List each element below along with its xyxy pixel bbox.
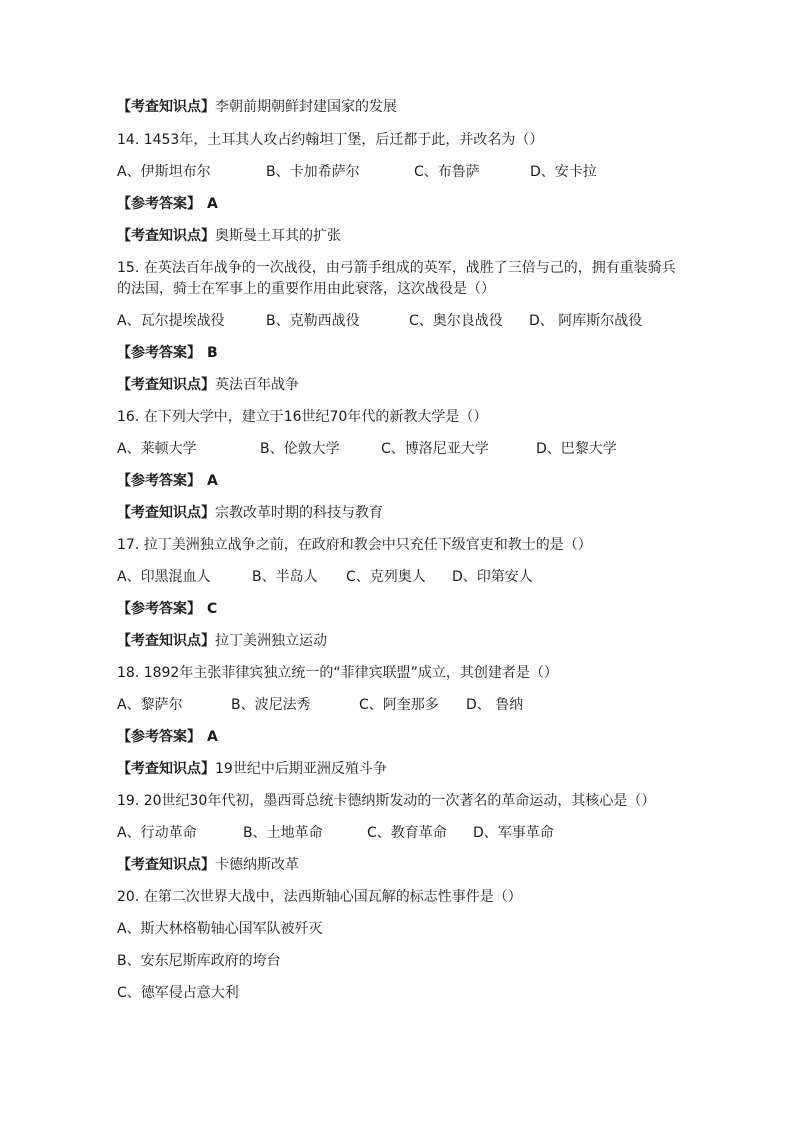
answer-option: C、克列奥人: [346, 569, 426, 585]
knowledge-point-text: 19世纪中后期亚洲反殖斗争: [215, 761, 387, 777]
answer-option: C、布鲁萨: [414, 164, 480, 180]
answer-option: B、波尼法秀: [231, 697, 311, 713]
question-text: 14. 1453年，土耳其人攻占约翰坦丁堡，后迁都于此，并改名为（）: [117, 132, 544, 148]
answer-option: D、安卡拉: [530, 164, 597, 180]
section-label: 【考查知识点】: [117, 857, 215, 873]
knowledge-point: [117, 856, 299, 874]
question-text: 15. 在英法百年战争的一次战役，由弓箭手组成的英军，战胜了三倍与己的，拥有重装骑兵: [117, 260, 676, 276]
question-text: C、德军侵占意大利: [117, 985, 239, 1001]
answer-text: B: [207, 345, 218, 361]
section-label: 【考查知识点】: [117, 633, 215, 649]
section-label: 【参考答案】: [117, 601, 201, 617]
answer-option: A、黎萨尔: [117, 697, 183, 713]
knowledge-point-text: 宗教改革时期的科技与教育: [215, 505, 383, 521]
knowledge-point: [117, 504, 383, 522]
question-text: 16. 在下列大学中，建立于16世纪70年代的新教大学是（）: [117, 409, 488, 425]
reference-answer: [117, 472, 218, 490]
answer-option: D、印第安人: [452, 569, 533, 585]
knowledge-point: [117, 227, 341, 245]
answer-option: B、半岛人: [252, 569, 318, 585]
answer-option: A、瓦尔提埃战役: [117, 313, 225, 329]
reference-answer: [117, 728, 218, 746]
answer-text: A: [207, 196, 218, 212]
answer-option: C、教育革命: [367, 825, 447, 841]
section-label: 【考查知识点】: [117, 505, 215, 521]
answer-option: A、伊斯坦布尔: [117, 164, 211, 180]
answer-text: A: [207, 473, 218, 489]
answer-option: A、行动革命: [117, 825, 197, 841]
answer-text: A: [207, 729, 218, 745]
knowledge-point-text: 李朝前期朝鲜封建国家的发展: [215, 99, 397, 115]
question-text: 的法国，骑士在军事上的重要作用由此衰落，这次战役是（）: [117, 281, 495, 297]
section-label: 【考查知识点】: [117, 377, 215, 393]
question-text: A、斯大林格勒轴心国军队被歼灭: [117, 921, 323, 937]
question-text: 17. 拉丁美洲独立战争之前，在政府和教会中只充任下级官吏和教士的是（）: [117, 537, 592, 553]
section-label: 【考查知识点】: [117, 99, 215, 115]
section-label: 【参考答案】: [117, 345, 201, 361]
answer-text: C: [207, 601, 218, 617]
section-label: 【参考答案】: [117, 473, 201, 489]
reference-answer: [117, 344, 218, 362]
answer-option: D、巴黎大学: [536, 441, 617, 457]
knowledge-point: [117, 632, 327, 650]
answer-option: C、博洛尼亚大学: [381, 441, 489, 457]
answer-option: C、阿奎那多: [359, 697, 439, 713]
knowledge-point: [117, 376, 299, 394]
knowledge-point-text: 英法百年战争: [215, 377, 299, 393]
question-text: 18. 1892年主张菲律宾独立统一的“菲律宾联盟”成立，其创建者是（）: [117, 665, 558, 681]
knowledge-point-text: 拉丁美洲独立运动: [215, 633, 327, 649]
section-label: 【考查知识点】: [117, 761, 215, 777]
answer-option: D、 鲁纳: [466, 697, 524, 713]
question-text: 20. 在第二次世界大战中，法西斯轴心国瓦解的标志性事件是（）: [117, 889, 522, 905]
question-text: B、安东尼斯库政府的垮台: [117, 953, 281, 969]
answer-option: C、奥尔良战役: [409, 313, 503, 329]
reference-answer: [117, 600, 217, 618]
reference-answer: [117, 195, 218, 213]
question-text: 19. 20世纪30年代初，墨西哥总统卡德纳斯发动的一次著名的革命运动，其核心是（）: [117, 793, 656, 809]
answer-option: D、 阿库斯尔战役: [529, 313, 643, 329]
answer-option: B、克勒西战役: [266, 313, 360, 329]
knowledge-point: [117, 760, 387, 778]
knowledge-point: [117, 98, 397, 116]
knowledge-point-text: 奥斯曼土耳其的扩张: [215, 228, 341, 244]
section-label: 【参考答案】: [117, 196, 201, 212]
section-label: 【考查知识点】: [117, 228, 215, 244]
answer-option: B、土地革命: [243, 825, 323, 841]
section-label: 【参考答案】: [117, 729, 201, 745]
answer-option: B、伦敦大学: [260, 441, 340, 457]
knowledge-point-text: 卡德纳斯改革: [215, 857, 299, 873]
answer-option: D、军事革命: [473, 825, 554, 841]
answer-option: A、莱顿大学: [117, 441, 197, 457]
answer-option: A、印黑混血人: [117, 569, 211, 585]
answer-option: B、卡加希萨尔: [266, 164, 360, 180]
